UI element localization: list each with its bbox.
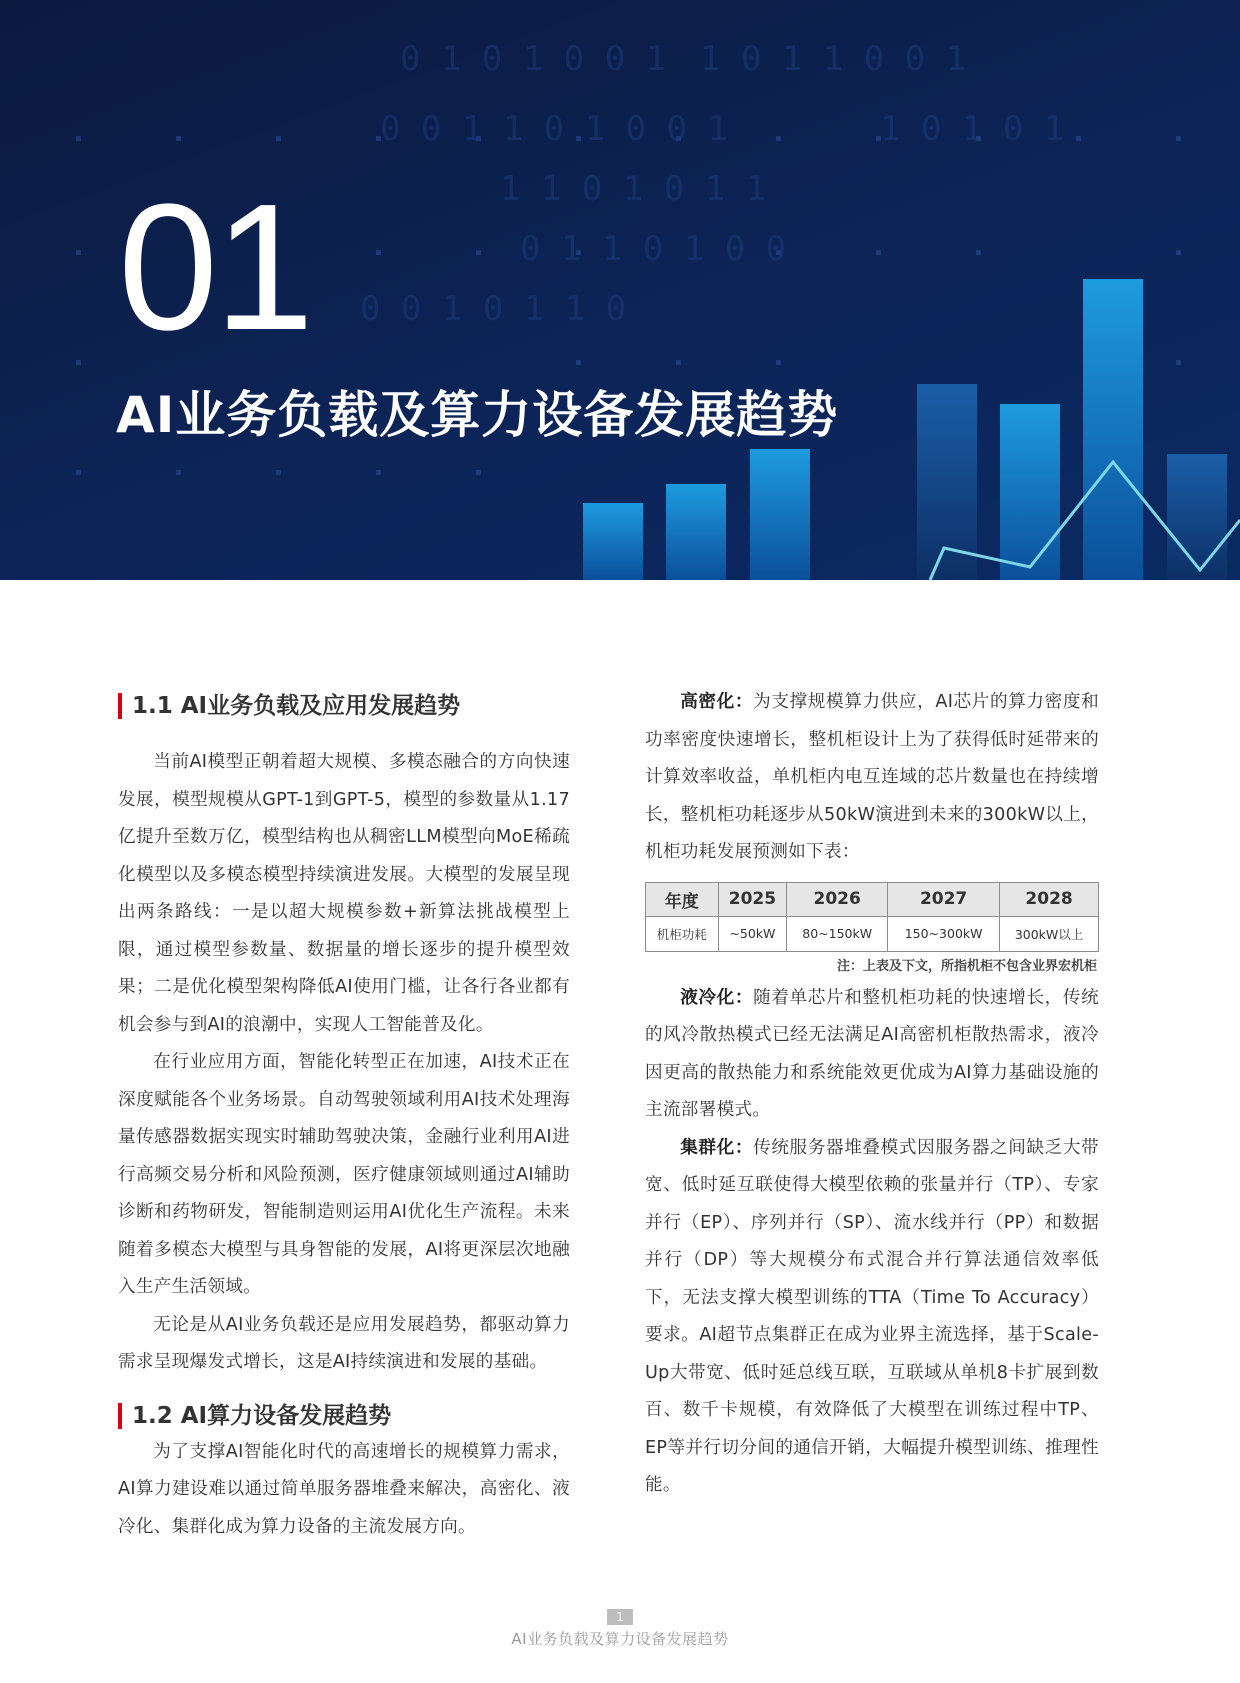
table-cell: ~50kW xyxy=(718,916,787,951)
bar-6 xyxy=(1083,279,1143,580)
chapter-title: AI业务负载及算力设备发展趋势 xyxy=(116,386,839,444)
svg-text:1 0 1 0 1: 1 0 1 0 1 xyxy=(880,109,1065,149)
table-cell: 150~300kW xyxy=(888,916,1000,951)
chapter-banner xyxy=(0,0,1240,580)
liquid-cooling-text: 随着单芯片和整机柜功耗的快速增长，传统的风冷散热模式已经无法满足AI高密机柜散热需求，液冷因更高的散热能力和系统能效更优成为AI算力基础设施的主流部署模式。 xyxy=(645,987,1100,1120)
table-row xyxy=(646,916,1099,951)
clustering-paragraph xyxy=(645,1130,1099,1505)
heading-accent-bar xyxy=(118,1403,122,1429)
heading-accent-bar xyxy=(118,693,122,719)
bar-1 xyxy=(583,503,643,580)
svg-text:0 1 1 0 1 0 0: 0 1 1 0 1 0 0 xyxy=(520,229,787,269)
svg-text:0 0 1 0 1 1 0: 0 0 1 0 1 1 0 xyxy=(360,289,627,329)
clustering-text: 传统服务器堆叠模式因服务器之间缺乏大带宽、低时延互联使得大模型依赖的张量并行（TP）、专家并行（EP）、序列并行（SP）、流水线并行（PP）和数据并行（DP）等大规模分布式混合并行算法通信效率低下，无法支撑大模型训练的TTA（Time To Accuracy）要求。AI超节点集群正在成为业界主流选择，基于Scale-Up大带宽、低时延总线互联，互联域从单机8卡扩展到数百、数千卡规模，有效降低了大模型在训练过程中TP、EP等并行切分间的通信开销，大幅提升模型训练、推理性能。 xyxy=(645,1137,1100,1495)
section-1-1-heading xyxy=(118,690,570,722)
footer-title: AI业务负载及算力设备发展趋势 xyxy=(511,1630,729,1648)
table-cell: 300kW以上 xyxy=(1000,916,1099,951)
page-number: 1 xyxy=(607,1609,633,1625)
bar-4 xyxy=(917,384,977,580)
high-density-paragraph xyxy=(645,684,1099,872)
bar-7 xyxy=(1167,454,1227,580)
table-header-cell: 2026 xyxy=(787,882,888,916)
high-density-text: 为支撑规模算力供应，AI芯片的算力密度和功率密度快速增长，整机柜设计上为了获得低时延带来的计算效率收益，单机柜内电互连域的芯片数量也在持续增长，整机柜功耗逐步从50kW演进到未来的300kW以上，机柜功耗发展预测如下表： xyxy=(645,692,1099,862)
table-header-cell: 2025 xyxy=(718,882,787,916)
bar-2 xyxy=(666,484,726,580)
section-1-1-heading-text: 1.1 AI业务负载及应用发展趋势 xyxy=(132,693,461,719)
section-1-1-paragraph-3: 无论是从AI业务负载还是应用发展趋势，都驱动算力需求呈现爆发式增长，这是AI持续演进和发展的基础。 xyxy=(118,1314,570,1372)
clustering-label: 集群化： xyxy=(680,1137,754,1158)
liquid-cooling-label: 液冷化： xyxy=(680,987,754,1008)
table-header-cell: 2027 xyxy=(888,882,1000,916)
bar-3 xyxy=(750,449,810,580)
table-header-cell: 2028 xyxy=(1000,882,1099,916)
section-1-2-heading xyxy=(118,1400,570,1432)
svg-text:0 1 0 1 0 0 1: 0 1 0 1 0 0 1 xyxy=(400,39,667,79)
table-header-row xyxy=(646,882,1099,916)
svg-text:0 0 1 1 0 1 0 0 1: 0 0 1 1 0 1 0 0 1 xyxy=(380,109,728,149)
table-row-label: 机柜功耗 xyxy=(646,916,719,951)
section-1-1-paragraph-1: 当前AI模型正朝着超大规模、多模态融合的方向快速发展，模型规模从GPT-1到GPT-5，模型的参数量从1.17亿提升至数万亿，模型结构也从稠密LLM模型向MoE稀疏化模型以及多模态模型持续演进发展。大模型的发展呈现出两条路线：一是以超大规模参数+新算法挑战模型上限，通过模型参数量、数据量的增长逐步的提升模型效果；二是优化模型架构降低AI使用门槛，让各行各业都有机会参与到AI的浪潮中，实现人工智能普及化。 xyxy=(118,752,570,1035)
chapter-number: 01 xyxy=(118,167,311,368)
section-1-1-paragraph-2: 在行业应用方面，智能化转型正在加速，AI技术正在深度赋能各个业务场景。自动驾驶领域利用AI技术处理海量传感器数据实现实时辅助驾驶决策，金融行业利用AI进行高频交易分析和风险预测，医疗健康领域则通过AI辅助诊断和药物研发，智能制造则运用AI优化生产流程。未来随着多模态大模型与具身智能的发展，AI将更深层次地融入生产生活领域。 xyxy=(118,1052,570,1297)
rack-power-table xyxy=(645,882,1099,952)
binary-pattern xyxy=(360,39,1064,329)
section-1-2-heading-text: 1.2 AI算力设备发展趋势 xyxy=(132,1402,392,1429)
right-column xyxy=(645,684,1099,1505)
svg-text:1 1 0 1 0 1 1: 1 1 0 1 0 1 1 xyxy=(500,169,767,209)
left-column xyxy=(118,690,570,1546)
bar-5 xyxy=(1000,404,1060,580)
table-note: 注：上表及下文，所指机柜不包含业界宏机柜 xyxy=(836,958,1097,974)
table-cell: 80~150kW xyxy=(787,916,888,951)
liquid-cooling-paragraph xyxy=(645,980,1099,1130)
section-1-2-paragraph-1: 为了支撑AI智能化时代的高速增长的规模算力需求，AI算力建设难以通过简单服务器堆叠来解决，高密化、液冷化、集群化成为算力设备的主流发展方向。 xyxy=(118,1441,570,1537)
svg-text:1 0 1 1 0 0 1: 1 0 1 1 0 0 1 xyxy=(700,39,967,79)
high-density-label: 高密化： xyxy=(680,692,754,712)
table-header-cell: 年度 xyxy=(646,882,719,916)
